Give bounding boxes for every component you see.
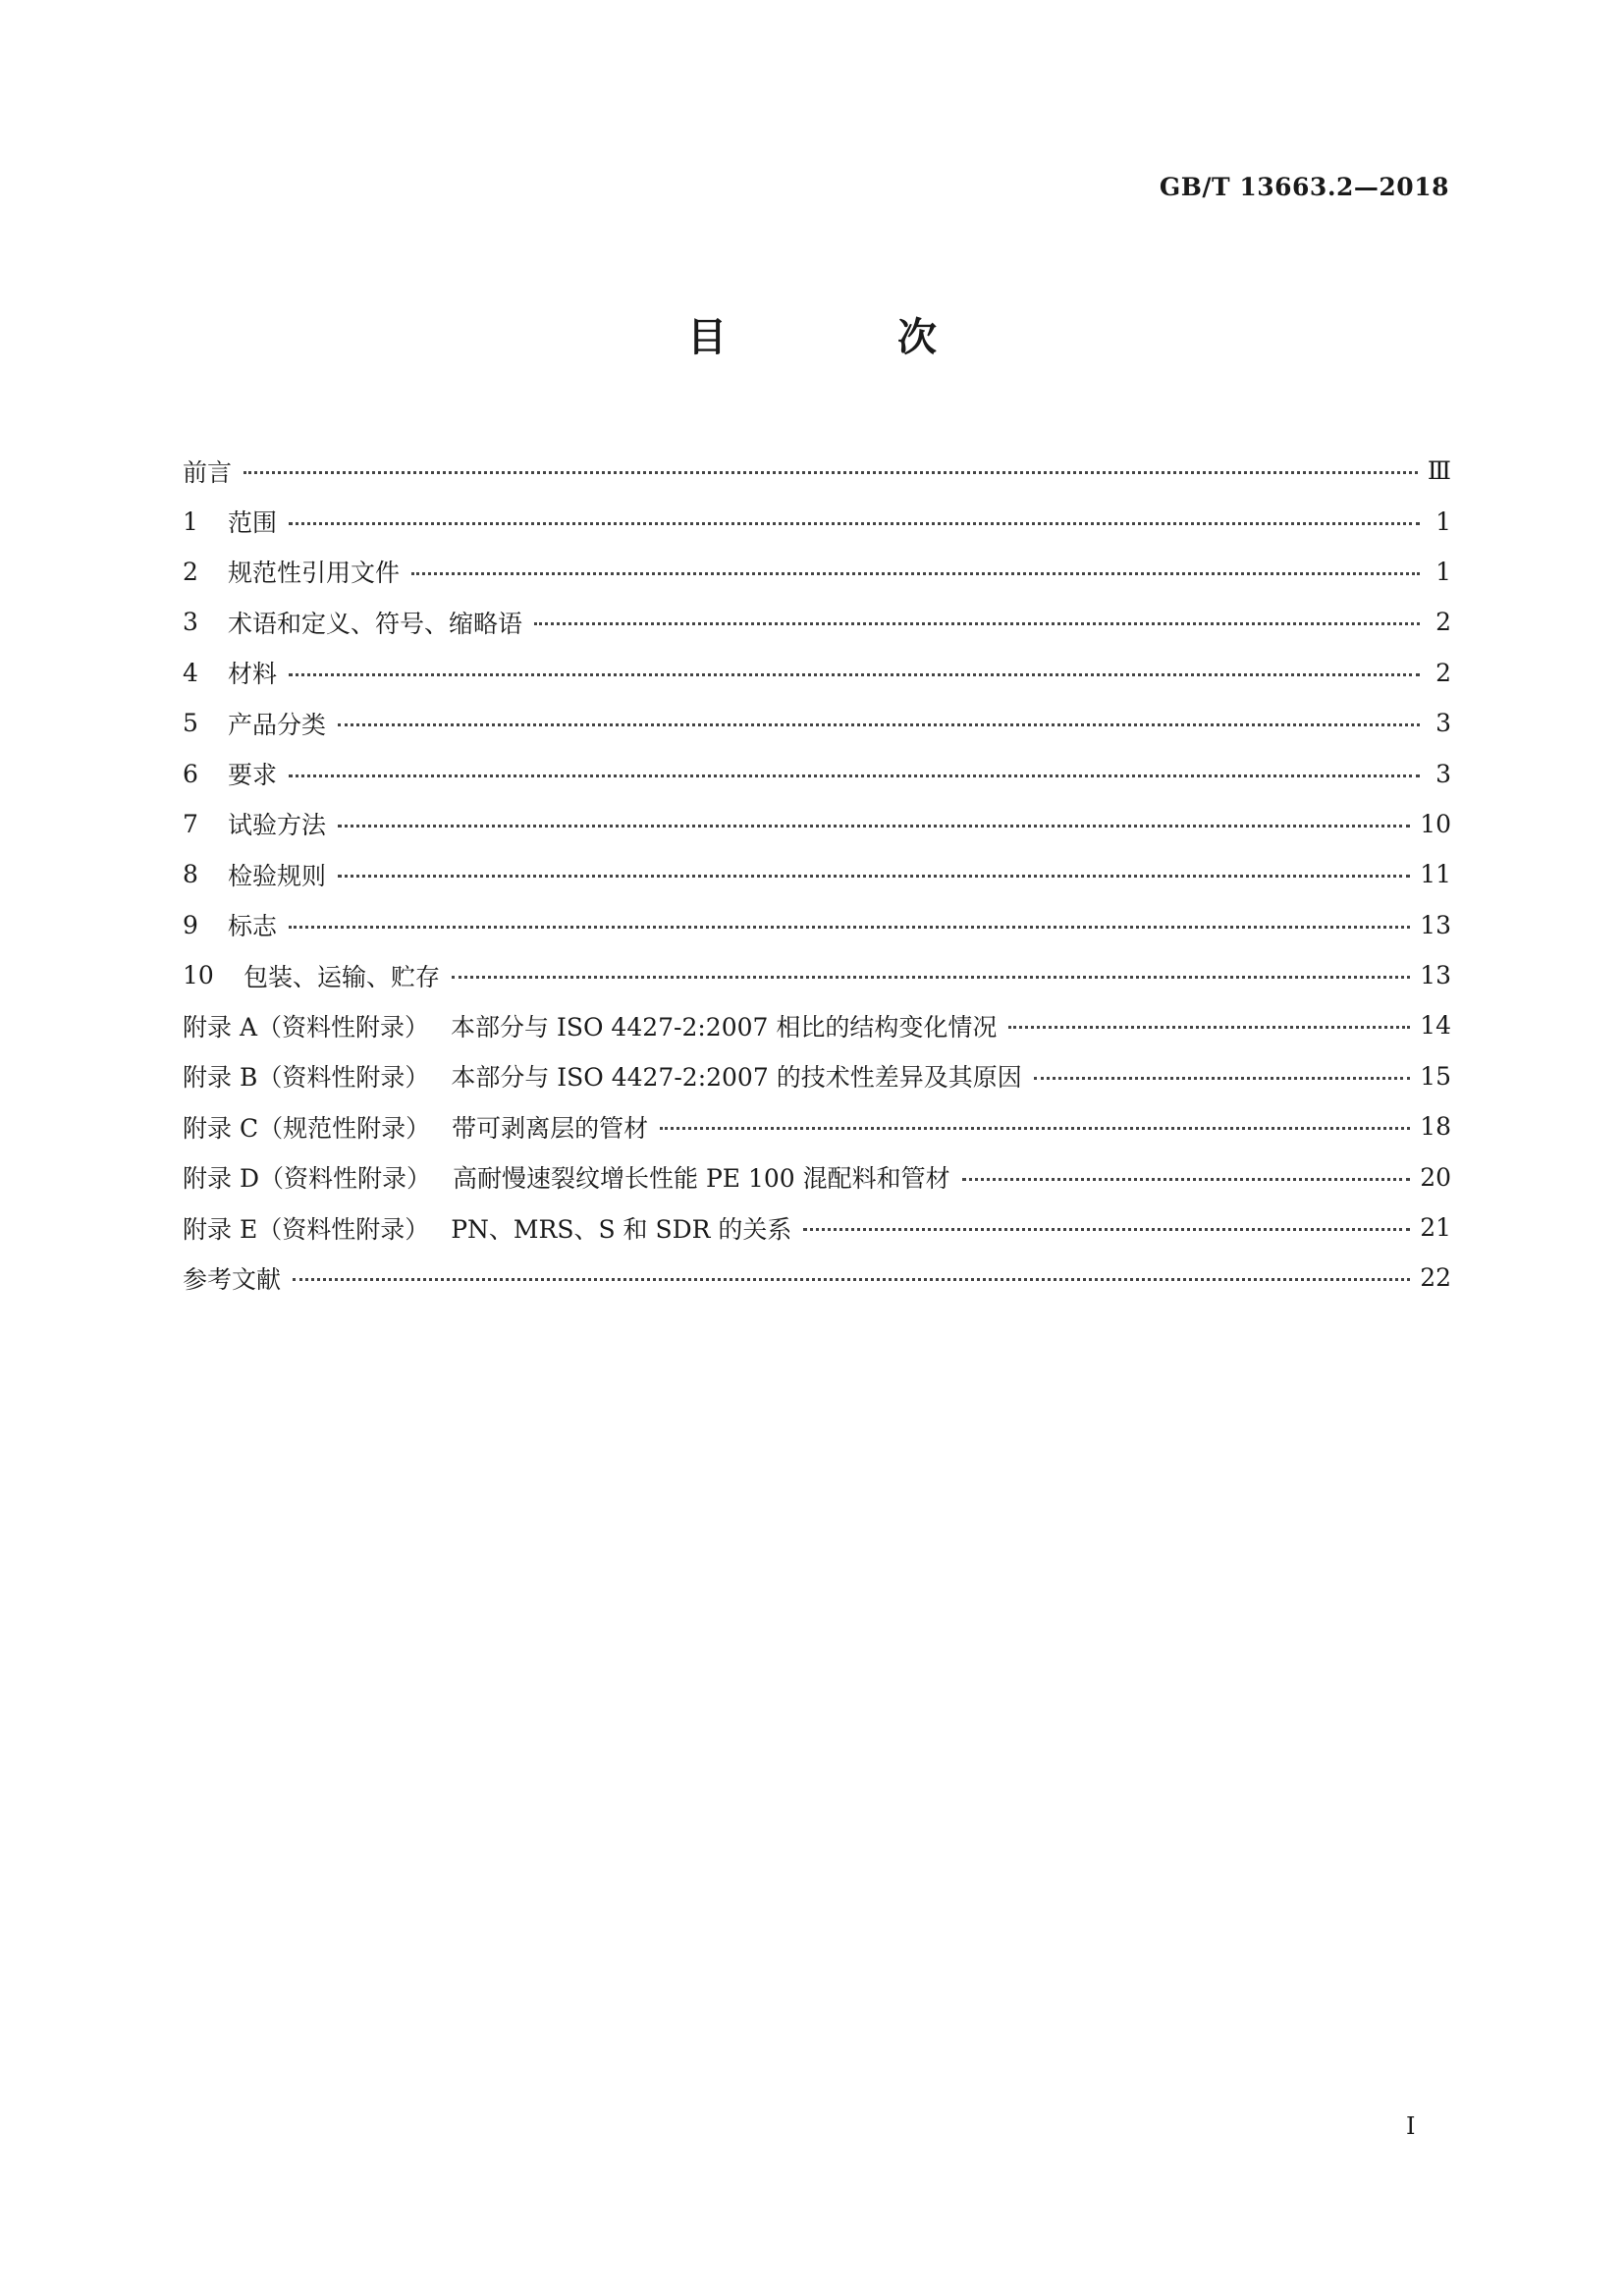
toc-entry-number: 6: [183, 759, 198, 788]
dot-leader: [289, 774, 1420, 777]
toc-annex-designation: 附录 C（规范性附录）: [183, 1113, 431, 1143]
toc-entry-annex-c[interactable]: [183, 1101, 1451, 1151]
toc-page-number: 14: [1420, 1011, 1451, 1041]
toc-entry-label: 术语和定义、符号、缩略语: [228, 609, 523, 638]
toc-entry-number: 3: [183, 608, 198, 637]
toc-page-number: 3: [1435, 759, 1451, 788]
toc-entry-marking[interactable]: [183, 900, 1451, 950]
toc-entry-annex-e[interactable]: [183, 1202, 1451, 1253]
toc-entry-number: 7: [183, 809, 198, 838]
toc-entry-label: 范围: [228, 508, 278, 538]
toc-entry-label: 本部分与 ISO 4427-2:2007 的技术性差异及其原因: [451, 1063, 1022, 1093]
toc-page-number: 10: [1420, 809, 1451, 838]
toc-page-number: 1: [1435, 507, 1451, 536]
toc-entry-label: 材料: [228, 660, 278, 689]
dot-leader: [803, 1228, 1410, 1231]
dot-leader: [289, 522, 1420, 525]
toc-page-number: 20: [1420, 1162, 1451, 1192]
toc-entry-number: 5: [183, 709, 198, 738]
toc-page-number: 21: [1420, 1213, 1451, 1243]
dot-leader: [244, 471, 1418, 474]
toc-entry-label: 规范性引用文件: [228, 559, 401, 588]
toc-page-number: Ⅲ: [1427, 456, 1451, 486]
dot-leader: [1034, 1077, 1410, 1080]
dot-leader: [289, 926, 1410, 929]
toc-page-number: 13: [1420, 961, 1451, 990]
toc-entry-annex-d[interactable]: [183, 1151, 1451, 1201]
dot-leader: [962, 1178, 1411, 1181]
toc-entry-label: 试验方法: [228, 811, 327, 840]
toc-page-number: 2: [1435, 658, 1451, 687]
toc-entry-test-methods[interactable]: [183, 799, 1451, 849]
toc-entry-number: 4: [183, 658, 198, 687]
toc-entry-label: 检验规则: [228, 861, 327, 890]
toc-entry-number: 2: [183, 557, 198, 586]
toc-page-number: 1: [1435, 557, 1451, 586]
toc-annex-designation: 附录 D（资料性附录）: [183, 1164, 431, 1194]
toc-annex-designation: 附录 E（资料性附录）: [183, 1214, 430, 1244]
toc-page-number: 2: [1435, 608, 1451, 637]
toc-entry-packaging[interactable]: [183, 950, 1451, 1000]
dot-leader: [338, 875, 1410, 878]
dot-leader: [411, 572, 1420, 575]
toc-entry-label: PN、MRS、S 和 SDR 的关系: [451, 1214, 792, 1244]
dot-leader: [293, 1278, 1410, 1281]
toc-entry-number: 10: [183, 961, 214, 990]
dot-leader: [534, 622, 1420, 625]
dot-leader: [289, 673, 1420, 676]
toc-page-number: 15: [1420, 1061, 1451, 1091]
dot-leader: [338, 825, 1410, 828]
toc-entry-number: 1: [183, 507, 198, 536]
toc-entry-foreword[interactable]: [183, 446, 1451, 496]
toc-annex-designation: 附录 B（资料性附录）: [183, 1063, 430, 1093]
toc-entry-label: 标志: [228, 912, 278, 941]
dot-leader: [452, 976, 1410, 979]
toc-page-number: 13: [1420, 910, 1451, 939]
standard-number: GB/T 13663.2—2018: [1159, 173, 1449, 201]
toc-page-number: 11: [1420, 860, 1451, 889]
toc-entry-annex-b[interactable]: [183, 1051, 1451, 1101]
dot-leader: [338, 723, 1420, 726]
toc-entry-label: 要求: [228, 761, 278, 790]
toc-entry-scope[interactable]: [183, 496, 1451, 546]
toc-entry-label: 前言: [183, 457, 233, 487]
toc-entry-number: 8: [183, 860, 198, 889]
page-number: Ⅰ: [1406, 2112, 1416, 2140]
dot-leader: [660, 1127, 1410, 1130]
toc-entry-annex-a[interactable]: [183, 1000, 1451, 1050]
dot-leader: [1008, 1026, 1410, 1029]
toc-page-number: 3: [1435, 709, 1451, 738]
toc-entry-number: 9: [183, 910, 198, 939]
toc-entry-bibliography[interactable]: [183, 1253, 1451, 1303]
toc-annex-designation: 附录 A（资料性附录）: [183, 1012, 430, 1041]
toc-entry-label: 本部分与 ISO 4427-2:2007 相比的结构变化情况: [451, 1012, 998, 1041]
page-title: 目 次: [687, 314, 1015, 360]
table-of-contents: [183, 446, 1451, 1304]
toc-entry-normative-references[interactable]: [183, 547, 1451, 597]
toc-entry-classification[interactable]: [183, 698, 1451, 748]
toc-entry-label: 带可剥离层的管材: [452, 1113, 649, 1143]
toc-entry-materials[interactable]: [183, 648, 1451, 698]
toc-entry-label: 包装、运输、贮存: [244, 962, 441, 991]
toc-entry-terms[interactable]: [183, 597, 1451, 647]
toc-entry-inspection-rules[interactable]: [183, 849, 1451, 899]
toc-page-number: 18: [1420, 1112, 1451, 1142]
toc-entry-label: 产品分类: [228, 710, 327, 739]
toc-entry-label: 高耐慢速裂纹增长性能 PE 100 混配料和管材: [453, 1164, 950, 1194]
toc-entry-requirements[interactable]: [183, 748, 1451, 798]
toc-page-number: 22: [1420, 1263, 1451, 1293]
toc-entry-label: 参考文献: [183, 1264, 282, 1294]
